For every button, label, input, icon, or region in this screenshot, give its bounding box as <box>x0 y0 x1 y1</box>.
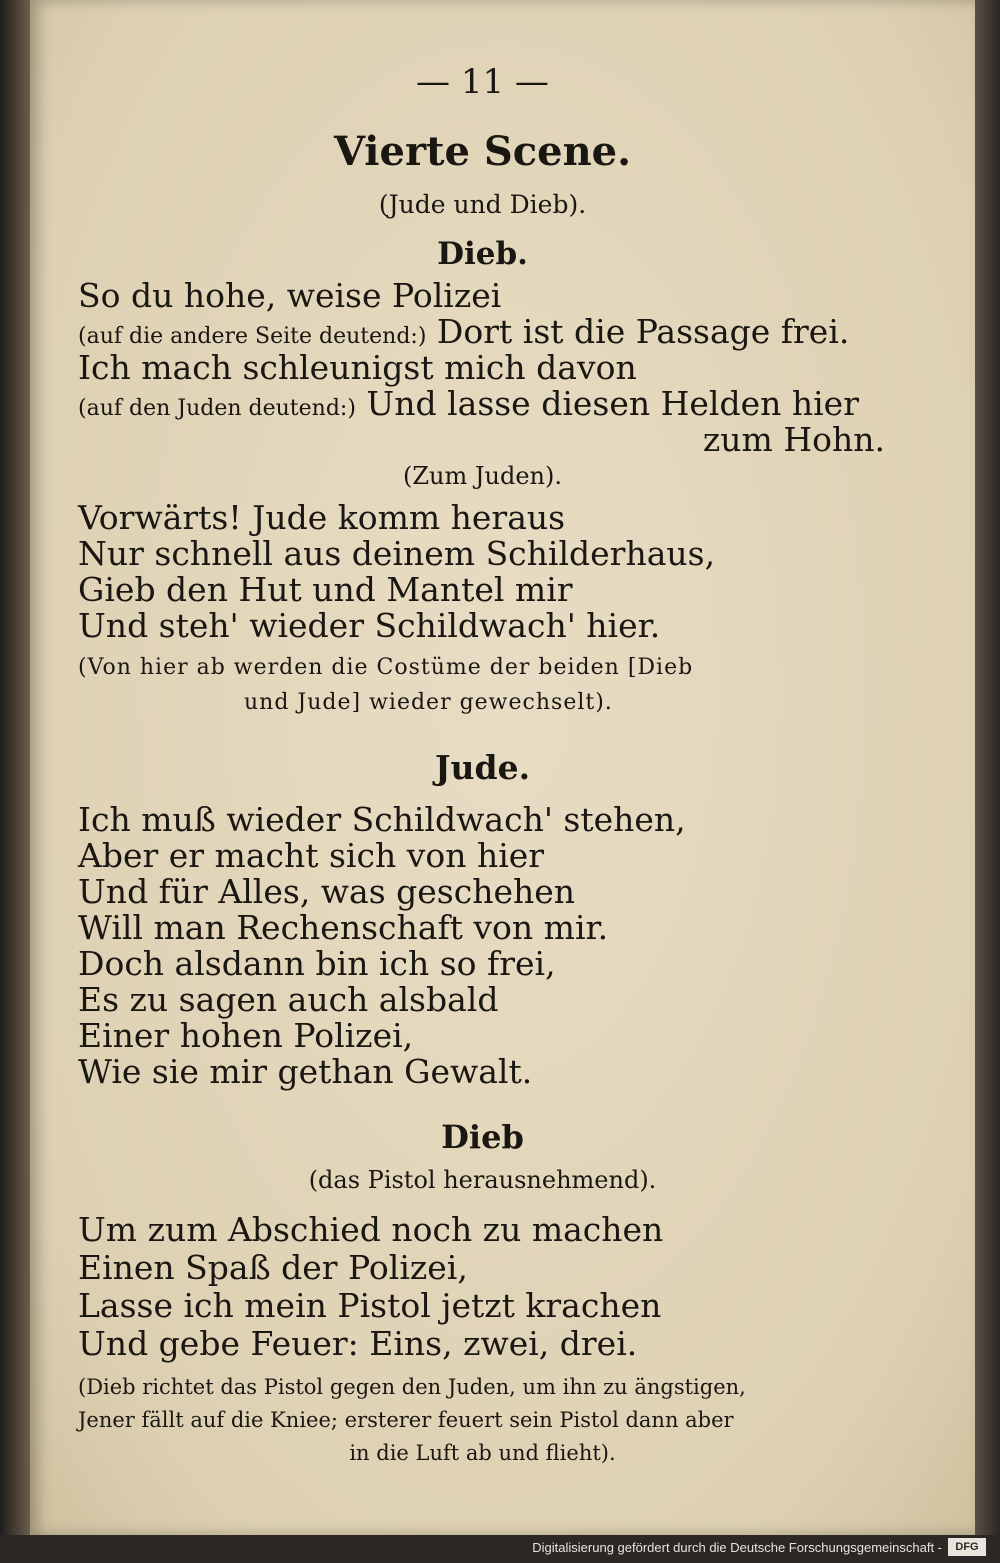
verse-line: Ich mach schleunigst mich davon <box>78 348 637 387</box>
speaker-dieb-2: Dieb <box>441 1118 524 1156</box>
verse-line: Einen Spaß der Polizei, <box>78 1248 468 1287</box>
verse-line: Doch alsdann bin ich so frei, <box>78 944 556 983</box>
verse-line: Lasse ich mein Pistol jetzt krachen <box>78 1286 662 1325</box>
verse-text: Und lasse diesen Helden hier <box>366 384 859 423</box>
verse-line: Aber er macht sich von hier <box>78 836 545 875</box>
stage-direction: (Von hier ab werden die Costüme der beiden [Dieb <box>78 655 694 680</box>
verse-line: Nur schnell aus deinem Schilderhaus, <box>78 534 716 573</box>
stage-direction: in die Luft ab und flieht). <box>349 1441 616 1465</box>
scene-title: Vierte Scene. <box>333 128 632 175</box>
funding-credit: Digitalisierung gefördert durch die Deutsche Forschungsgemeinschaft - <box>532 1540 942 1555</box>
verse-line: Vorwärts! Jude komm heraus <box>78 498 566 537</box>
dfg-logo: DFG <box>948 1538 986 1556</box>
page-edge <box>975 0 1000 1535</box>
stage-direction-inline: (auf die andere Seite deutend:) <box>78 324 427 349</box>
stage-direction: Jener fällt auf die Kniee; ersterer feuert sein Pistol dann aber <box>78 1408 734 1432</box>
book-page <box>30 0 975 1535</box>
verse-line: Um zum Abschied noch zu machen <box>78 1210 664 1249</box>
cast-line: (Jude und Dieb). <box>378 190 587 219</box>
verse-line: Und gebe Feuer: Eins, zwei, drei. <box>78 1324 638 1363</box>
stage-direction: und Jude] wieder gewechselt). <box>244 690 613 715</box>
verse-line: Und steh' wieder Schildwach' hier. <box>78 606 661 645</box>
page-number: — 11 — <box>416 62 549 102</box>
aside-direction: (Zum Juden). <box>403 462 562 490</box>
verse-line: Gieb den Hut und Mantel mir <box>78 570 573 609</box>
verse-line: Es zu sagen auch alsbald <box>78 980 499 1019</box>
verse-line <box>78 384 859 423</box>
verse-line <box>78 312 849 351</box>
verse-text: Dort ist die Passage frei. <box>436 312 850 351</box>
verse-line: Will man Rechenschaft von mir. <box>78 908 609 947</box>
speaker-dieb-1: Dieb. <box>437 236 528 272</box>
stage-direction: (Dieb richtet das Pistol gegen den Juden, um ihn zu ängstigen, <box>78 1375 746 1399</box>
book-spine <box>0 0 30 1563</box>
verse-line: Und für Alles, was geschehen <box>78 872 576 911</box>
verse-line: Einer hohen Polizei, <box>78 1016 414 1055</box>
speaker-jude: Jude. <box>434 748 531 787</box>
stage-direction-inline: (auf den Juden deutend:) <box>78 396 356 421</box>
verse-line: Wie sie mir gethan Gewalt. <box>78 1052 533 1091</box>
verse-continuation: zum Hohn. <box>702 420 885 459</box>
verse-line: Ich muß wieder Schildwach' stehen, <box>78 800 686 839</box>
speaker-direction: (das Pistol herausnehmend). <box>308 1166 657 1194</box>
verse-line: So du hohe, weise Polizei <box>78 276 502 315</box>
